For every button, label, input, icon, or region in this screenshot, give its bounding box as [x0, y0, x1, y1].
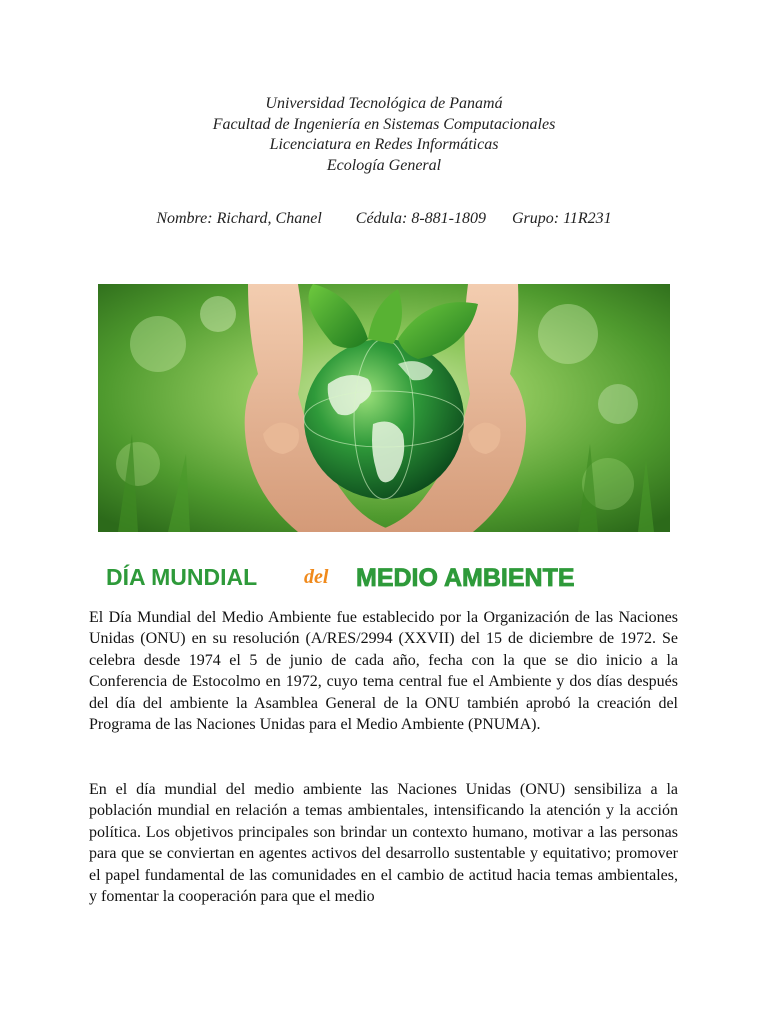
student-name: Nombre: Richard, Chanel	[156, 210, 322, 227]
paragraph-2: En el día mundial del medio ambiente las Naciones Unidas (ONU) sensibiliza a la población mundial en relación a temas ambientales, intensificando la atención y la acción política. Los objetivos principales son brindar un contexto humano, motivar a las personas para que se conviertan en agentes activos del desarrollo sustentable y equitativo; promover el papel fundamental de las comunidades en el cambio de actitud hacia temas ambientales, y fomentar la cooperación para que el medio	[89, 781, 678, 906]
hands-globe-illustration	[98, 284, 670, 532]
degree-name: Licenciatura en Redes Informáticas	[269, 136, 499, 153]
banner-title	[104, 556, 664, 596]
student-info	[0, 210, 768, 228]
banner-part-del: del	[304, 566, 329, 588]
banner-part-medio-ambiente: MEDIO AMBIENTE	[356, 564, 575, 592]
faculty-name: Facultad de Ingeniería en Sistemas Computacionales	[212, 115, 556, 133]
hero-image-hands-globe	[98, 284, 670, 532]
world-environment-day-banner	[104, 556, 664, 596]
university-name: Universidad Tecnológica de Panamá	[265, 95, 503, 112]
course-name: Ecología General	[326, 156, 442, 174]
document-header	[0, 94, 768, 176]
paragraph-1: El Día Mundial del Medio Ambiente fue establecido por la Organización de las Naciones Unidas (ONU) en su resolución (A/RES/2994 (XXVII) del 15 de diciembre de 1972. Se celebra desde 1974 el 5 de junio de cada año, fecha con la que se dio inicio a la Conferencia de Estocolmo en 1972, cuyo tema central fue el Ambiente y dos días después del día del ambiente la Asamblea General de la ONU también aprobó la creación del Programa de las Naciones Unidas para el Medio Ambiente (PNUMA).	[89, 609, 678, 734]
student-group: Grupo: 11R231	[511, 210, 612, 227]
student-cedula: Cédula: 8-881-1809	[355, 210, 486, 227]
banner-part-dia-mundial: DÍA MUNDIAL	[106, 564, 258, 590]
